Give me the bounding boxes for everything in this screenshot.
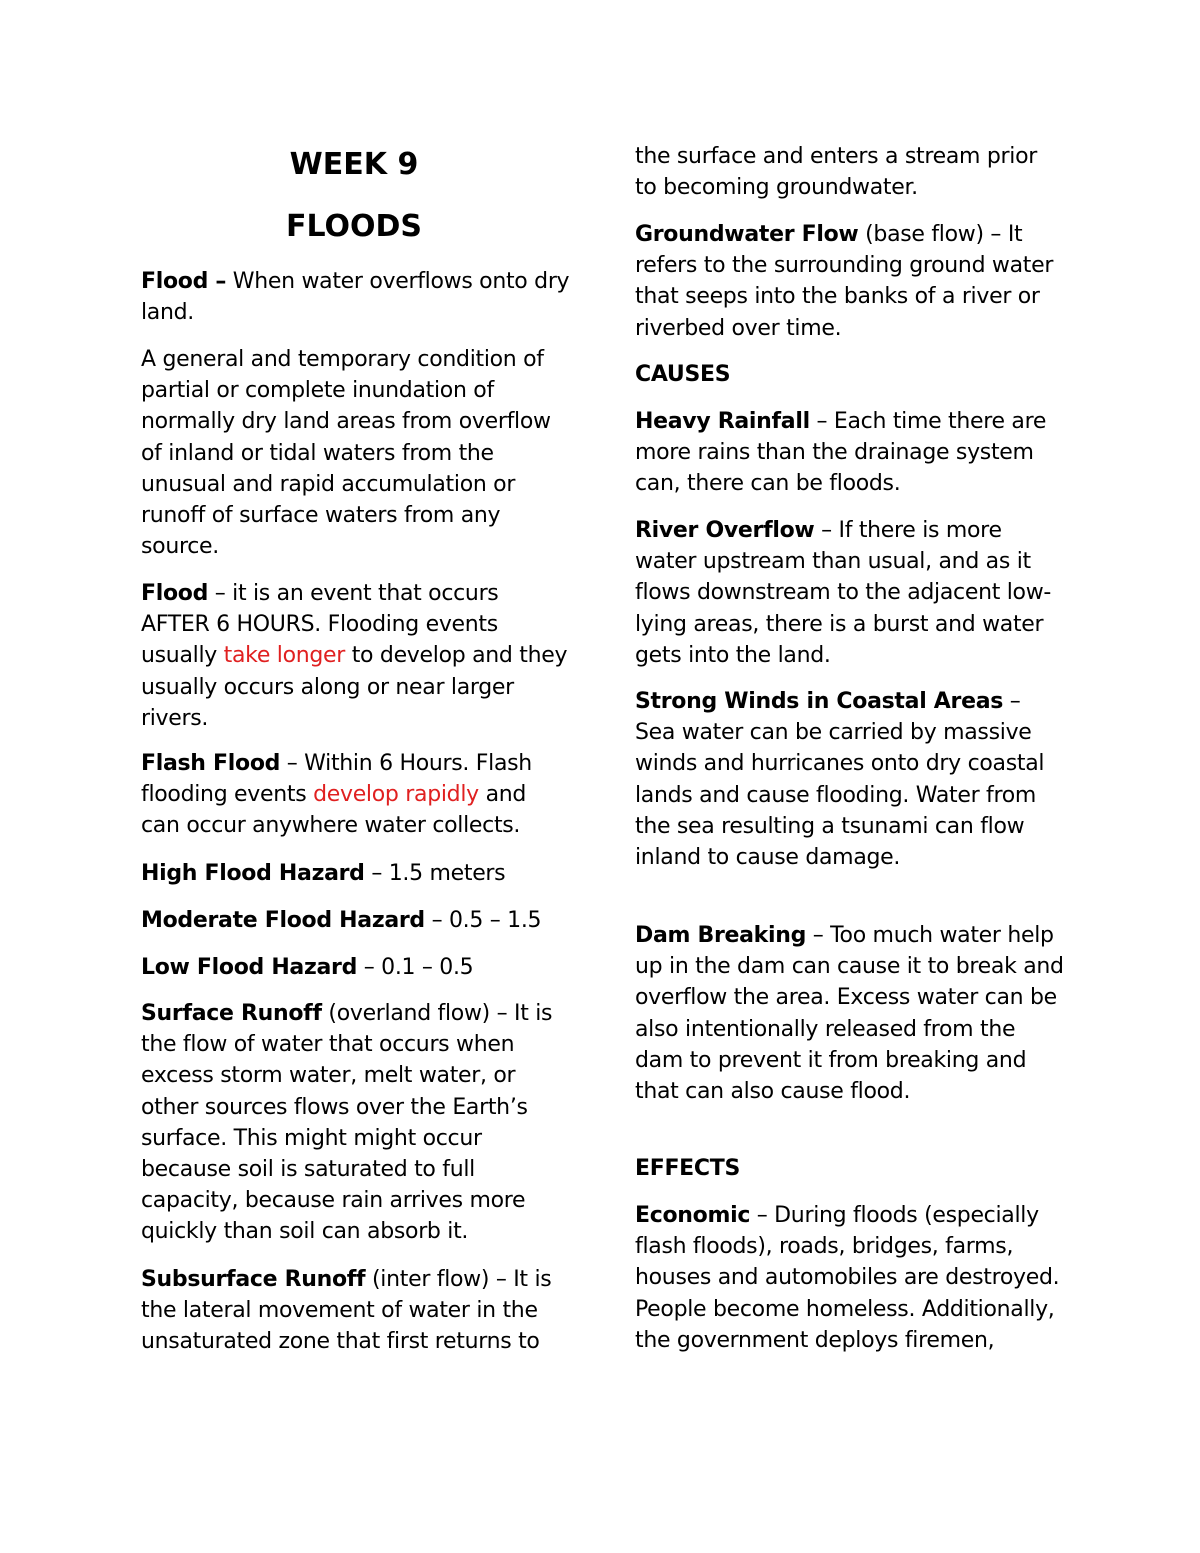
topic-title: FLOODS	[285, 209, 423, 244]
term: Subsurface Runoff	[141, 1267, 366, 1292]
economic-effects-paragraph: Economic – During floods (especially flash floods), roads, bridges, farms, houses and automobiles are destroyed. People become homeless. Additionally, the government deploys firemen,	[635, 1203, 1060, 1353]
term: Economic	[635, 1203, 751, 1228]
term: River Overflow	[635, 518, 815, 543]
river-overflow-paragraph: River Overflow – If there is more water upstream than usual, and as it flows downstream to the adjacent low- lying areas, there is a burst and water gets into the land.	[635, 518, 1052, 668]
term: Surface Runoff	[141, 1001, 322, 1026]
flash-flood-paragraph: Flash Flood – Within 6 Hours. Flash flooding events develop rapidly and can occur anywhere water collects.	[141, 751, 532, 839]
term: Flash Flood	[141, 751, 281, 776]
term: Heavy Rainfall	[635, 409, 810, 434]
effects-heading: EFFECTS	[635, 1156, 741, 1181]
causes-heading: CAUSES	[635, 362, 731, 387]
low-flood-hazard: Low Flood Hazard – 0.1 – 0.5	[141, 955, 474, 980]
term: Dam Breaking	[635, 923, 807, 948]
flood-general-definition: A general and temporary condition of partial or complete inundation of normally dry land areas from overflow of inland or tidal waters from the unusual and rapid accumulation or runoff of surface waters from any source.	[141, 347, 551, 560]
heavy-rainfall-paragraph: Heavy Rainfall – Each time there are more rains than the drainage system can, there can be floods.	[635, 409, 1047, 497]
term: Moderate Flood Hazard	[141, 908, 425, 933]
subsurface-runoff-paragraph: Subsurface Runoff (inter flow) – It is the lateral movement of water in the unsaturated zone that first returns to	[141, 1267, 552, 1355]
groundwater-flow-paragraph: Groundwater Flow (base flow) – It refers to the surrounding ground water that seeps into the banks of a river or riverbed over time.	[635, 222, 1054, 341]
strong-winds-paragraph: Strong Winds in Coastal Areas – Sea water can be carried by massive winds and hurricanes onto dry coastal lands and cause flooding. Water from the sea resulting a tsunami can flow inland to cause damage.	[635, 689, 1045, 871]
term: Flood –	[141, 269, 227, 294]
flood-definition: Flood – When water overflows onto dry land.	[141, 269, 570, 326]
high-flood-hazard: High Flood Hazard – 1.5 meters	[141, 861, 506, 886]
term: High Flood Hazard	[141, 861, 365, 886]
moderate-flood-hazard: Moderate Flood Hazard – 0.5 – 1.5	[141, 908, 542, 933]
term: Groundwater Flow	[635, 222, 859, 247]
surface-runoff-paragraph: Surface Runoff (overland flow) – It is the flow of water that occurs when excess storm water, melt water, or other sources flows over the Earth’s surface. This might might occur because soil is saturated to full capacity, because rain arrives more quickly than soil can absorb it.	[141, 1001, 553, 1245]
flood-event-paragraph: Flood – it is an event that occurs AFTER 6 HOURS. Flooding events usually take longer to develop and they usually occurs along or near larger rivers.	[141, 581, 568, 731]
subsurface-runoff-continued: the surface and enters a stream prior to becoming groundwater.	[635, 144, 1038, 201]
term: Low Flood Hazard	[141, 955, 358, 980]
term: Flood	[141, 581, 209, 606]
dam-breaking-paragraph: Dam Breaking – Too much water help up in the dam can cause it to break and overflow the area. Excess water can be also intentionally released from the dam to prevent it from breaking and that can also cause flood.	[635, 923, 1064, 1105]
week-title: WEEK 9	[289, 147, 419, 182]
term: Strong Winds in Coastal Areas	[635, 689, 1004, 714]
highlight-text: develop rapidly	[313, 782, 479, 808]
highlight-text: take longer	[223, 643, 346, 669]
